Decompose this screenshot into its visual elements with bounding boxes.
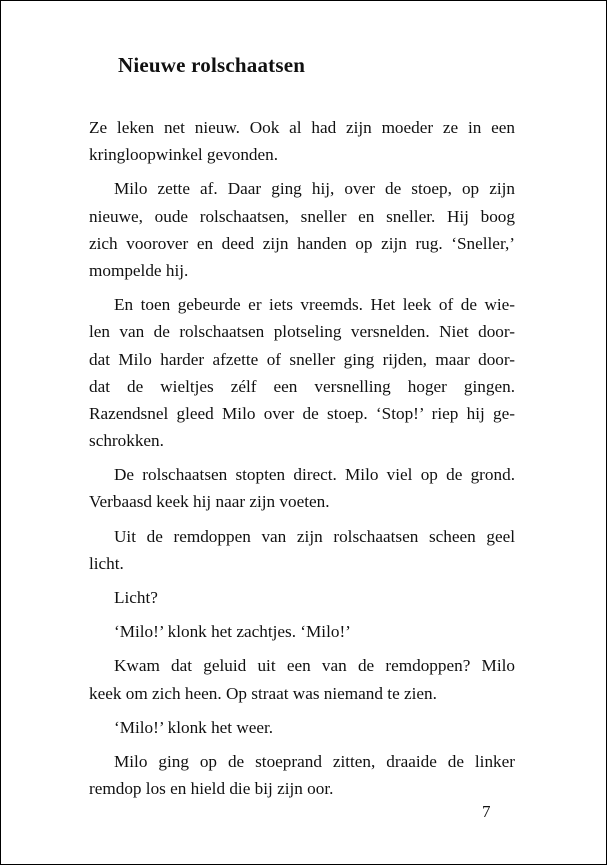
text-line: Ze leken net nieuw. Ook al had zijn moeder ze in een [89,118,515,137]
text-line: Verbaasd keek hij naar zijn voeten. [89,492,330,512]
text-line: Milo ging op de stoeprand zitten, draaide de linker [114,751,515,771]
text-line: ‘Milo!’ klonk het weer. [114,717,274,737]
text-line: dat de wieltjes zélf een versnelling hoger gingen. [89,376,515,396]
text-line: len van de rolschaatsen plotseling versnelden. Niet door- [89,322,515,342]
body-text [89,114,515,802]
text-line: mompelde hij. [89,260,189,280]
text-line: schrokken. [89,431,164,451]
text-line: remdop los en hield die bij zijn oor. [89,779,334,799]
text-line: ‘Milo!’ klonk het zachtjes. ‘Milo!’ [114,622,351,642]
text-line: Kwam dat geluid uit een van de remdoppen? Milo [114,656,515,676]
text-line: nieuwe, oude rolschaatsen, sneller en sneller. Hij boog [89,206,515,226]
chapter-title: Nieuwe rolschaatsen [118,53,306,77]
text-line: De rolschaatsen stopten direct. Milo viel op de grond. [114,465,515,485]
text-line: keek om zich heen. Op straat was niemand te zien. [89,683,437,703]
text-line: dat Milo harder afzette of sneller ging rijden, maar door- [89,349,515,369]
text-line: Licht? [114,588,158,607]
text-line: zich voorover en deed zijn handen op zijn rug. ‘Sneller,’ [89,233,515,253]
text-line: kringloopwinkel gevonden. [89,145,279,165]
text-line: licht. [89,553,124,573]
text-line: Uit de remdoppen van zijn rolschaatsen scheen geel [114,526,515,546]
text-line: En toen gebeurde er iets vreemds. Het leek of de wie- [114,295,515,315]
text-line: Milo zette af. Daar ging hij, over de stoep, op zijn [114,179,515,199]
text-line: Razendsnel gleed Milo over de stoep. ‘Stop!’ riep hij ge- [89,403,515,423]
page-number: 7 [482,802,491,821]
